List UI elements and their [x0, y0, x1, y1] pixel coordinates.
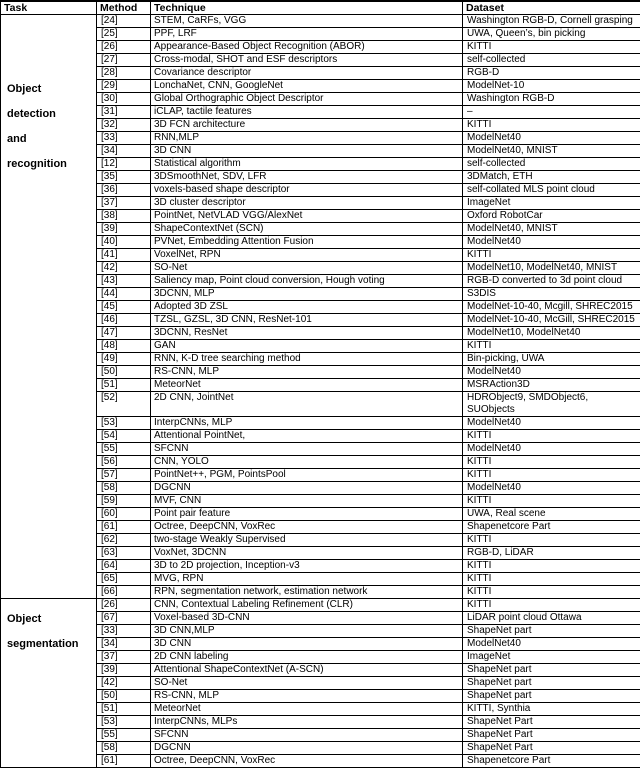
header-row	[1, 1, 640, 15]
dataset-cell: Shapenetcore Part	[463, 755, 640, 768]
table-row	[1, 651, 640, 664]
table-row	[1, 184, 640, 197]
table-row	[1, 80, 640, 93]
task-cell	[1, 15, 97, 599]
dataset-cell: self-collected	[463, 158, 640, 171]
table-row	[1, 262, 640, 275]
method-cell: [29]	[97, 80, 151, 93]
method-cell: [39]	[97, 664, 151, 677]
method-cell: [46]	[97, 314, 151, 327]
method-cell: [55]	[97, 443, 151, 456]
technique-cell: Global Orthographic Object Descriptor	[151, 93, 463, 106]
technique-cell: LonchaNet, CNN, GoogleNet	[151, 80, 463, 93]
technique-cell: SFCNN	[151, 443, 463, 456]
table-row	[1, 443, 640, 456]
method-cell: [50]	[97, 690, 151, 703]
technique-cell: 3D CNN,MLP	[151, 625, 463, 638]
dataset-cell: UWA, Real scene	[463, 508, 640, 521]
table-row	[1, 28, 640, 41]
technique-cell: CNN, YOLO	[151, 456, 463, 469]
dataset-cell: RGB-D, LiDAR	[463, 547, 640, 560]
method-cell: [47]	[97, 327, 151, 340]
dataset-cell: KITTI	[463, 573, 640, 586]
table-row	[1, 314, 640, 327]
method-cell: [56]	[97, 456, 151, 469]
dataset-cell: Bin-picking, UWA	[463, 353, 640, 366]
technique-cell: Attentional PointNet,	[151, 430, 463, 443]
dataset-cell: S3DIS	[463, 288, 640, 301]
method-cell: [57]	[97, 469, 151, 482]
dataset-cell: KITTI	[463, 456, 640, 469]
table-row	[1, 547, 640, 560]
method-cell: [61]	[97, 755, 151, 768]
table-row	[1, 106, 640, 119]
technique-cell: ShapeContextNet (SCN)	[151, 223, 463, 236]
technique-cell: 3DCNN, ResNet	[151, 327, 463, 340]
table-header	[1, 1, 640, 15]
technique-cell: VoxNet, 3DCNN	[151, 547, 463, 560]
technique-cell: 3D FCN architecture	[151, 119, 463, 132]
table-row	[1, 132, 640, 145]
table-row	[1, 210, 640, 223]
method-cell: [66]	[97, 586, 151, 599]
technique-cell: SO-Net	[151, 677, 463, 690]
dataset-cell: KITTI	[463, 495, 640, 508]
technique-cell: 3DSmoothNet, SDV, LFR	[151, 171, 463, 184]
technique-cell: 3D cluster descriptor	[151, 197, 463, 210]
dataset-cell: 3DMatch, ETH	[463, 171, 640, 184]
method-cell: [44]	[97, 288, 151, 301]
table-row	[1, 638, 640, 651]
task-label-line: detection	[7, 108, 93, 120]
table-row	[1, 599, 640, 612]
dataset-cell: ModelNet-10-40, McGill, SHREC2015	[463, 314, 640, 327]
method-cell: [65]	[97, 573, 151, 586]
table-row	[1, 664, 640, 677]
method-cell: [30]	[97, 93, 151, 106]
method-cell: [32]	[97, 119, 151, 132]
method-cell: [51]	[97, 703, 151, 716]
table-row	[1, 15, 640, 28]
method-cell: [48]	[97, 340, 151, 353]
method-cell: [33]	[97, 132, 151, 145]
method-cell: [35]	[97, 171, 151, 184]
dataset-cell: ModelNet40, MNIST	[463, 223, 640, 236]
dataset-cell: ShapeNet Part	[463, 729, 640, 742]
task-label-line: segmentation	[7, 638, 93, 650]
table-row	[1, 67, 640, 80]
method-cell: [31]	[97, 106, 151, 119]
table-row	[1, 573, 640, 586]
method-cell: [52]	[97, 392, 151, 417]
dataset-cell: KITTI	[463, 430, 640, 443]
table-body	[1, 15, 640, 768]
method-cell: [38]	[97, 210, 151, 223]
dataset-cell: ModelNet10, ModelNet40, MNIST	[463, 262, 640, 275]
table-row	[1, 54, 640, 67]
dataset-cell: ModelNet40, MNIST	[463, 145, 640, 158]
technique-cell: STEM, CaRFs, VGG	[151, 15, 463, 28]
method-cell: [53]	[97, 417, 151, 430]
dataset-cell: ModelNet10, ModelNet40	[463, 327, 640, 340]
technique-cell: 3D to 2D projection, Inception-v3	[151, 560, 463, 573]
dataset-cell: ShapeNet part	[463, 664, 640, 677]
technique-cell: 3D CNN	[151, 638, 463, 651]
dataset-cell: KITTI, Synthia	[463, 703, 640, 716]
technique-cell: PPF, LRF	[151, 28, 463, 41]
technique-cell: SFCNN	[151, 729, 463, 742]
table-row	[1, 521, 640, 534]
table-row	[1, 677, 640, 690]
table-row	[1, 93, 640, 106]
column-header-task: Task	[1, 1, 97, 15]
method-cell: [67]	[97, 612, 151, 625]
table-row	[1, 197, 640, 210]
table-row	[1, 690, 640, 703]
dataset-cell: Shapenetcore Part	[463, 521, 640, 534]
technique-cell: PVNet, Embedding Attention Fusion	[151, 236, 463, 249]
method-cell: [40]	[97, 236, 151, 249]
dataset-cell: Washington RGB-D, Cornell grasping	[463, 15, 640, 28]
method-cell: [62]	[97, 534, 151, 547]
method-cell: [34]	[97, 638, 151, 651]
dataset-cell: Oxford RobotCar	[463, 210, 640, 223]
column-header-dataset: Dataset	[463, 1, 640, 15]
method-cell: [24]	[97, 15, 151, 28]
table-row	[1, 275, 640, 288]
method-cell: [27]	[97, 54, 151, 67]
method-cell: [58]	[97, 742, 151, 755]
table-row	[1, 612, 640, 625]
dataset-cell: RGB-D converted to 3d point cloud	[463, 275, 640, 288]
technique-cell: RNN,MLP	[151, 132, 463, 145]
table-row	[1, 223, 640, 236]
table-row	[1, 340, 640, 353]
table-row	[1, 430, 640, 443]
method-cell: [63]	[97, 547, 151, 560]
technique-cell: Attentional ShapeContextNet (A-SCN)	[151, 664, 463, 677]
dataset-cell: ModelNet40	[463, 482, 640, 495]
table-row	[1, 171, 640, 184]
technique-cell: Saliency map, Point cloud conversion, Hough voting	[151, 275, 463, 288]
technique-cell: CNN, Contextual Labeling Refinement (CLR)	[151, 599, 463, 612]
dataset-cell: ModelNet-10	[463, 80, 640, 93]
table-row	[1, 327, 640, 340]
technique-cell: MVG, RPN	[151, 573, 463, 586]
dataset-cell: UWA, Queen’s, bin picking	[463, 28, 640, 41]
dataset-cell: self-collected	[463, 54, 640, 67]
method-cell: [42]	[97, 262, 151, 275]
method-cell: [53]	[97, 716, 151, 729]
method-cell: [36]	[97, 184, 151, 197]
method-cell: [26]	[97, 41, 151, 54]
dataset-cell: ModelNet40	[463, 236, 640, 249]
technique-cell: InterpCNNs, MLPs	[151, 716, 463, 729]
method-cell: [51]	[97, 379, 151, 392]
technique-cell: VoxelNet, RPN	[151, 249, 463, 262]
table-row	[1, 145, 640, 158]
table-row	[1, 534, 640, 547]
table-row	[1, 508, 640, 521]
dataset-cell: ShapeNet part	[463, 690, 640, 703]
table-row	[1, 41, 640, 54]
table-row	[1, 301, 640, 314]
table-row	[1, 625, 640, 638]
dataset-cell: Washington RGB-D	[463, 93, 640, 106]
dataset-cell: ModelNet40	[463, 132, 640, 145]
table-row	[1, 482, 640, 495]
technique-cell: Cross-modal, SHOT and ESF descriptors	[151, 54, 463, 67]
technique-cell: 2D CNN labeling	[151, 651, 463, 664]
dataset-cell: KITTI	[463, 599, 640, 612]
technique-cell: PointNet, NetVLAD VGG/AlexNet	[151, 210, 463, 223]
method-cell: [39]	[97, 223, 151, 236]
dataset-cell: KITTI	[463, 249, 640, 262]
technique-cell: RS-CNN, MLP	[151, 366, 463, 379]
technique-cell: PointNet++, PGM, PointsPool	[151, 469, 463, 482]
technique-cell: DGCNN	[151, 742, 463, 755]
task-label-line: and	[7, 133, 93, 145]
method-cell: [34]	[97, 145, 151, 158]
technique-cell: RS-CNN, MLP	[151, 690, 463, 703]
technique-cell: Appearance-Based Object Recognition (ABOR)	[151, 41, 463, 54]
method-cell: [55]	[97, 729, 151, 742]
dataset-cell: KITTI	[463, 41, 640, 54]
dataset-cell: ShapeNet Part	[463, 742, 640, 755]
method-cell: [37]	[97, 197, 151, 210]
dataset-cell: HDRObject9, SMDObject6, SUObjects	[463, 392, 640, 417]
dataset-cell: KITTI	[463, 534, 640, 547]
dataset-cell: ShapeNet part	[463, 625, 640, 638]
technique-cell: iCLAP, tactile features	[151, 106, 463, 119]
dataset-cell: KITTI	[463, 469, 640, 482]
dataset-cell: ModelNet40	[463, 417, 640, 430]
table-row	[1, 288, 640, 301]
method-cell: [12]	[97, 158, 151, 171]
table-row	[1, 729, 640, 742]
table-row	[1, 366, 640, 379]
table-row	[1, 379, 640, 392]
dataset-cell: ModelNet40	[463, 443, 640, 456]
technique-cell: MeteorNet	[151, 379, 463, 392]
method-cell: [64]	[97, 560, 151, 573]
technique-cell: Covariance descriptor	[151, 67, 463, 80]
table-row	[1, 158, 640, 171]
table-row	[1, 456, 640, 469]
technique-cell: SO-Net	[151, 262, 463, 275]
dataset-cell: ImageNet	[463, 197, 640, 210]
column-header-technique: Technique	[151, 1, 463, 15]
dataset-cell: LiDAR point cloud Ottawa	[463, 612, 640, 625]
technique-cell: Octree, DeepCNN, VoxRec	[151, 521, 463, 534]
technique-cell: two-stage Weakly Supervised	[151, 534, 463, 547]
method-cell: [42]	[97, 677, 151, 690]
technique-cell: InterpCNNs, MLP	[151, 417, 463, 430]
dataset-cell: ImageNet	[463, 651, 640, 664]
technique-cell: Adopted 3D ZSL	[151, 301, 463, 314]
method-cell: [28]	[97, 67, 151, 80]
method-cell: [43]	[97, 275, 151, 288]
table-row	[1, 716, 640, 729]
task-label-line: Object	[7, 613, 93, 625]
dataset-cell: ShapeNet Part	[463, 716, 640, 729]
technique-cell: TZSL, GZSL, 3D CNN, ResNet-101	[151, 314, 463, 327]
technique-cell: GAN	[151, 340, 463, 353]
dataset-cell: –	[463, 106, 640, 119]
task-label-line: Object	[7, 83, 93, 95]
technique-cell: 2D CNN, JointNet	[151, 392, 463, 417]
task-label-line: recognition	[7, 158, 93, 170]
method-cell: [26]	[97, 599, 151, 612]
dataset-cell: ModelNet-10-40, Mcgill, SHREC2015	[463, 301, 640, 314]
table-row	[1, 392, 640, 417]
method-cell: [49]	[97, 353, 151, 366]
technique-cell: RPN, segmentation network, estimation network	[151, 586, 463, 599]
dataset-cell: ShapeNet part	[463, 677, 640, 690]
dataset-cell: self-collated MLS point cloud	[463, 184, 640, 197]
method-cell: [58]	[97, 482, 151, 495]
method-cell: [37]	[97, 651, 151, 664]
method-cell: [25]	[97, 28, 151, 41]
method-cell: [45]	[97, 301, 151, 314]
table-row	[1, 495, 640, 508]
column-header-method: Method	[97, 1, 151, 15]
technique-cell: Octree, DeepCNN, VoxRec	[151, 755, 463, 768]
table-row	[1, 755, 640, 768]
table-row	[1, 249, 640, 262]
table-row	[1, 703, 640, 716]
table-row	[1, 119, 640, 132]
technique-cell: MeteorNet	[151, 703, 463, 716]
technique-cell: 3D CNN	[151, 145, 463, 158]
dataset-cell: KITTI	[463, 119, 640, 132]
technique-cell: Statistical algorithm	[151, 158, 463, 171]
technique-cell: RNN, K-D tree searching method	[151, 353, 463, 366]
table-row	[1, 586, 640, 599]
table-row	[1, 560, 640, 573]
dataset-cell: MSRAction3D	[463, 379, 640, 392]
method-cell: [41]	[97, 249, 151, 262]
dataset-cell: KITTI	[463, 560, 640, 573]
method-cell: [60]	[97, 508, 151, 521]
method-cell: [61]	[97, 521, 151, 534]
dataset-cell: KITTI	[463, 586, 640, 599]
method-cell: [50]	[97, 366, 151, 379]
dataset-cell: KITTI	[463, 340, 640, 353]
dataset-cell: RGB-D	[463, 67, 640, 80]
method-cell: [33]	[97, 625, 151, 638]
table-row	[1, 236, 640, 249]
dataset-cell: ModelNet40	[463, 366, 640, 379]
technique-cell: Voxel-based 3D-CNN	[151, 612, 463, 625]
technique-cell: 3DCNN, MLP	[151, 288, 463, 301]
method-cell: [59]	[97, 495, 151, 508]
task-cell	[1, 599, 97, 768]
table-row	[1, 417, 640, 430]
table-row	[1, 469, 640, 482]
technique-cell: voxels-based shape descriptor	[151, 184, 463, 197]
technique-cell: DGCNN	[151, 482, 463, 495]
dataset-cell: ModelNet40	[463, 638, 640, 651]
method-cell: [54]	[97, 430, 151, 443]
technique-cell: Point pair feature	[151, 508, 463, 521]
table-row	[1, 353, 640, 366]
technique-cell: MVF, CNN	[151, 495, 463, 508]
